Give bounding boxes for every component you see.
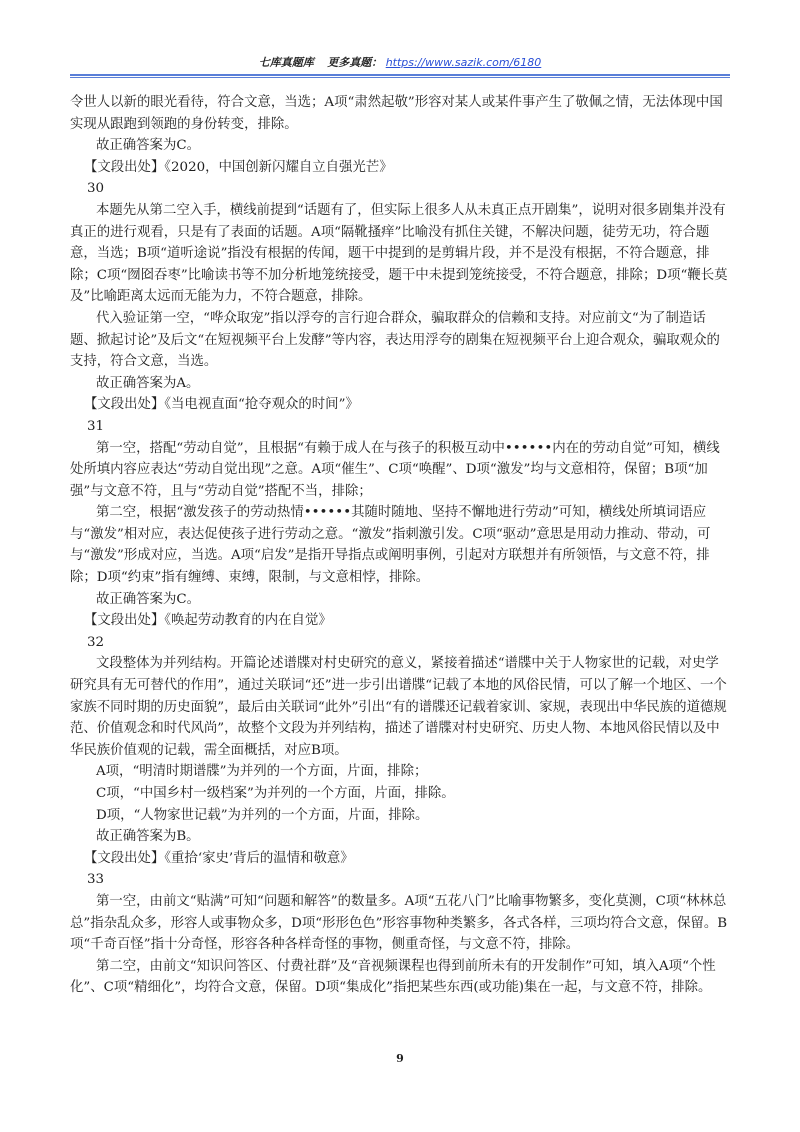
header-more-label: 更多真题： xyxy=(327,56,383,69)
answer-line: 故正确答案为C。 xyxy=(96,591,200,607)
paragraph: 第二空，由前文“知识问答区、付费社群”及“音视频课程也得到前所未有的开发制作”可知，填入A项“个性化”、C项“精细化”，均符合文意，保留。D项“集成化”指把某些东西(或功能)集在一起，与文意不符，排除。 xyxy=(70,958,716,996)
header-divider xyxy=(70,74,730,76)
question-number: 33 xyxy=(87,872,105,888)
question-number: 32 xyxy=(87,634,105,650)
source-citation: 【文段出处】《重拾‘家史’背后的温情和敬意》 xyxy=(84,850,354,866)
header-url-link[interactable]: https://www.sazik.com/6180 xyxy=(385,56,542,69)
page-number: 9 xyxy=(396,1052,404,1065)
paragraph: 文段整体为并列结构。开篇论述谱牒对村史研究的意义，紧接着描述“谱牒中关于人物家世的记载，对史学研究具有无可替代的作用”，通过关联词“还”进一步引出谱牒“记载了本地的风俗民情，可以了解一个地区、一个家族不同时期的历史面貌”，最后由关联词“此外”引出“有的谱牒还记载着家训、家规，表现出中华民族的道德规范、价值观念和时代风尚”，故整个文段为并列结构，描述了谱牒对村史研究、历史人物、本地风俗民情以及中华民族价值观的记载，需全面概括，对应B项。 xyxy=(70,656,727,758)
paragraph: 令世人以新的眼光看待，符合文意，当选；A项“肃然起敬”形容对某人或某件事产生了敬佩之情，无法体现中国实现从跟跑到领跑的身份转变，排除。 xyxy=(70,95,723,132)
paragraph: 第一空，由前文“贴满”可知“问题和解答”的数量多。A项“五花八门”比喻事物繁多，变化莫测，C项“林林总总”指杂乱众多，形容人或事物众多，D项“形形色色”形容事物种类繁多，各式各样，三项均符合文意，保留。B项“千奇百怪”指十分奇怪，形容各种各样奇怪的事物，侧重奇怪，与文意不符，排除。 xyxy=(70,893,728,953)
option-analysis: D项，“人物家世记载”为并列的一个方面，片面，排除。 xyxy=(96,807,429,823)
answer-line: 故正确答案为B。 xyxy=(96,829,200,845)
question-number: 30 xyxy=(87,181,105,197)
answer-line: 故正确答案为C。 xyxy=(96,138,200,154)
answer-line: 故正确答案为A。 xyxy=(96,375,200,391)
paragraph: 代入验证第一空，“哗众取宠”指以浮夸的言行迎合群众，骗取群众的信赖和支持。对应前文“为了制造话题、掀起讨论”及后文“在短视频平台上发酵”等内容，表达用浮夸的剧集在短视频平台上迎合观众，骗取观众的支持，符合文意，当选。 xyxy=(70,310,720,370)
paragraph: 第一空，搭配“劳动自觉”，且根据“有赖于成人在与孩子的积极互动中••••••内在的劳动自觉”可知，横线处所填内容应表达“劳动自觉出现”之意。A项“催生”、C项“唤醒”、D项“激发”均与文意相符，保留；B项“加强”与文意不符，且与“劳动自觉”搭配不当，排除； xyxy=(70,440,720,499)
page-header xyxy=(70,50,730,76)
document-body xyxy=(70,92,730,999)
header-divider-thin xyxy=(70,77,730,78)
option-analysis: A项，“明清时期谱牒”为并列的一个方面，片面，排除； xyxy=(96,764,428,780)
source-citation: 【文段出处】《当电视直面“抢夺观众的时间”》 xyxy=(84,397,359,413)
source-citation: 【文段出处】《2020，中国创新闪耀自立自强光芒》 xyxy=(84,159,393,175)
question-number: 31 xyxy=(87,418,105,434)
paragraph: 第二空，根据“激发孩子的劳动热情••••••其随时随地、坚持不懈地进行劳动”可知，横线处所填词语应与“激发”相对应，表达促使孩子进行劳动之意。“激发”指刺激引发。C项“驱动”意思是用动力推动、带动，可与“激发”形成对应，当选。A项“启发”是指开导指点或阐明事例，引起对方联想并有所领悟，与文意不符，排除；D项“约束”指有缠缚、束缚，限制，与文意相悖，排除。 xyxy=(70,505,711,586)
header-site-name: 七库真题库 xyxy=(258,56,314,69)
option-analysis: C项，“中国乡村一级档案”为并列的一个方面，片面，排除。 xyxy=(96,786,455,801)
paragraph: 本题先从第二空入手，横线前提到“话题有了，但实际上很多人从未真正点开剧集”，说明对很多剧集并没有真正的进行观看，只是有了表面的话题。A项“隔靴搔痒”比喻没有抓住关键，不解决问题，徒劳无功，符合题意，当选；B项“道听途说”指没有根据的传闻，题干中提到的是剪辑片段，并不是没有根据，不符合题意，排除；C项“囫囵吞枣”比喻读书等不加分析地笼统接受，题干中未提到笼统接受，不符合题意，排除；D项“鞭长莫及”比喻距离太远而无能为力，不符合题意，排除。 xyxy=(70,202,728,305)
source-citation: 【文段出处】《唤起劳动教育的内在自觉》 xyxy=(84,613,332,629)
